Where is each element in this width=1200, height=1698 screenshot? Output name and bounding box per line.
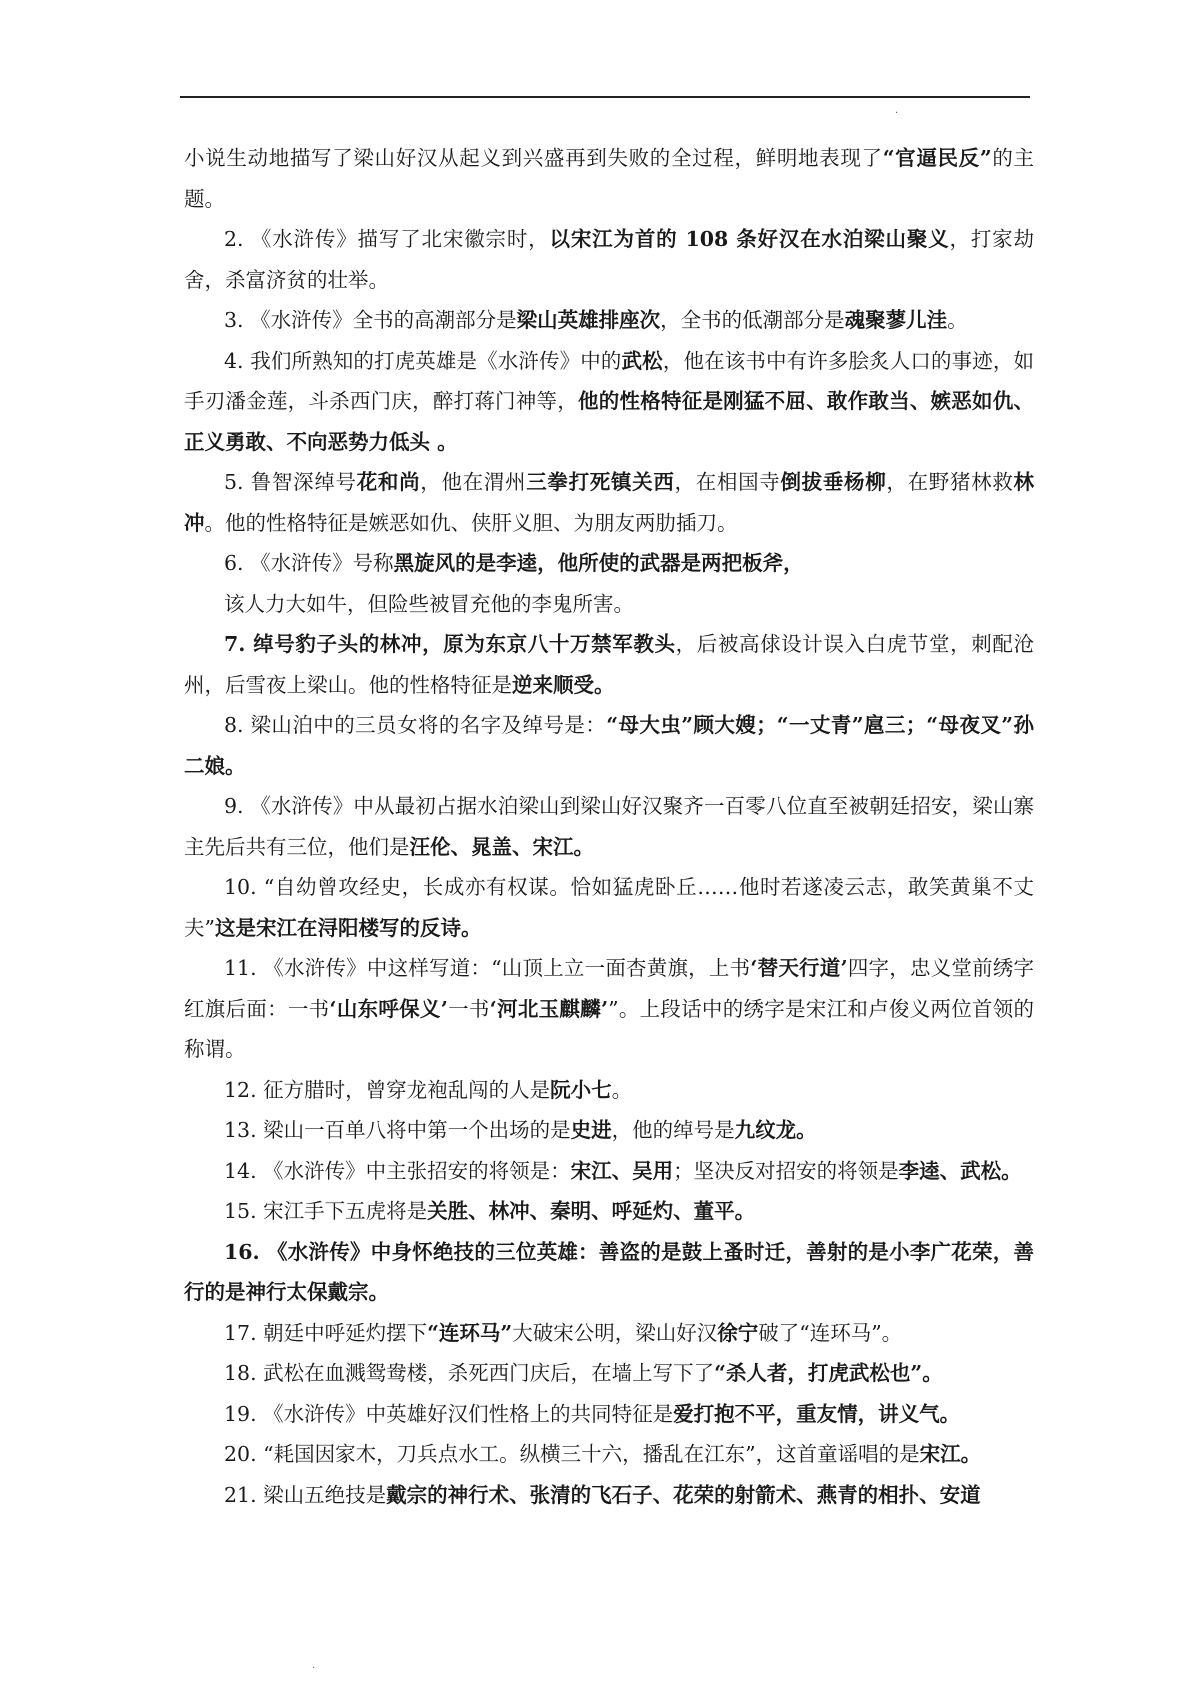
paragraph-p2 xyxy=(184,219,1034,300)
bold-text: “官逼民反” xyxy=(882,146,992,170)
paragraph-p21 xyxy=(184,1475,1034,1516)
bold-text: 这是宋江在浔阳楼写的反诗。 xyxy=(214,915,482,940)
paragraph-p20 xyxy=(184,1434,1034,1475)
bold-text: 魂聚蓼儿洼 xyxy=(844,308,948,332)
text: 13. 梁山一百单八将中第一个出场的是 xyxy=(224,1118,571,1142)
document-body xyxy=(184,138,1034,1515)
text: ，在野猪林救 xyxy=(886,470,1014,494)
text: 18. 武松在血溅鸳鸯楼，杀死西门庆后，在墙上写下了 xyxy=(224,1361,715,1385)
paragraph-p17 xyxy=(184,1313,1034,1354)
paragraph-p1 xyxy=(184,138,1034,219)
bold-text: 戴宗的神行术、张清的飞石子、花荣的射箭术、燕青的相扑、安道 xyxy=(386,1482,981,1507)
text: 15. 宋江手下五虎将是 xyxy=(224,1199,428,1223)
bold-text: 史进 xyxy=(570,1118,612,1142)
text: 8. 梁山泊中的三员女将的名字及绰号是： xyxy=(224,713,607,737)
text: 17. 朝廷中呼延灼摆下 xyxy=(224,1320,428,1345)
bold-text: “连环马” xyxy=(427,1320,513,1345)
text: 9. 《水浒传》中从最初占据水泊梁山到梁山好汉聚齐一百零八位直至被朝廷招安，梁山寨主先后共有三位，他们是 xyxy=(184,794,1034,859)
bold-text: 阮小七 xyxy=(550,1077,612,1102)
text: 四字，忠义堂前绣字红旗后面：一书 xyxy=(184,956,1034,1021)
bold-text: 宋江。 xyxy=(919,1442,982,1466)
paragraph-p11 xyxy=(184,948,1034,1070)
text: ，他在该书中有许多脍炙人口的事迹，如手刃潘金莲，斗杀西门庆，醉打蒋门神等， xyxy=(184,348,1035,413)
bold-text: 九纹龙。 xyxy=(734,1118,817,1142)
paragraph-p14 xyxy=(184,1151,1034,1192)
footer-dot: . xyxy=(312,1660,316,1671)
paragraph-p9 xyxy=(184,786,1034,867)
paragraph-p16 xyxy=(184,1232,1034,1313)
bold-text: 李逵、武松。 xyxy=(898,1158,1022,1183)
text: 6. 《水浒传》号称 xyxy=(224,551,394,575)
bold-text: 武松 xyxy=(621,348,663,373)
text: 3. 《水浒传》全书的高潮部分是 xyxy=(224,308,517,332)
text: ，打家劫舍，杀富济贫的壮举。 xyxy=(184,227,1035,292)
paragraph-p12 xyxy=(184,1070,1034,1111)
bold-text: 倒拔垂杨柳 xyxy=(780,470,887,494)
text: 21. 梁山五绝技是 xyxy=(224,1482,387,1507)
bold-text: 花和尚 xyxy=(356,470,421,494)
bold-text: 以宋江为首的 108 条好汉在水泊梁山聚义 xyxy=(549,227,950,251)
paragraph-p6b xyxy=(184,584,1034,625)
bold-text: 徐宁 xyxy=(717,1320,759,1345)
bold-text: 宋江、吴用 xyxy=(570,1158,674,1183)
text: 14. 《水浒传》中主张招安的将领是： xyxy=(224,1158,571,1183)
paragraph-p10 xyxy=(184,867,1034,948)
bold-text: 三拳打死镇关西 xyxy=(526,470,675,494)
text: ，后被高俅设计误入白虎节堂，刺配沧州，后雪夜上梁山。他的性格特征是 xyxy=(184,632,1035,697)
text: 一书 xyxy=(447,996,490,1021)
text: 大破宋公明，梁山好汉 xyxy=(512,1320,718,1345)
text: ，他在渭州 xyxy=(420,470,527,494)
bold-text: ‘河北玉麒麟’ xyxy=(489,996,609,1021)
header-rule xyxy=(180,96,1030,98)
text: 12. 征方腊时，曾穿龙袍乱闯的人是 xyxy=(224,1077,551,1102)
bold-text: 逆来顺受。 xyxy=(512,672,615,697)
bold-text: 爱打抱不平，重友情，讲义气。 xyxy=(673,1401,961,1426)
text: ，他的绰号是 xyxy=(611,1118,735,1142)
text: 。 xyxy=(947,308,968,332)
text: 5. 鲁智深绰号 xyxy=(224,470,357,494)
paragraph-p18 xyxy=(184,1353,1034,1394)
paragraph-p19 xyxy=(184,1394,1034,1435)
text: 2. 《水浒传》描写了北宋徽宗时， xyxy=(224,227,550,251)
text: 。 xyxy=(611,1077,633,1102)
bold-text: 关胜、林冲、秦明、呼延灼、董平。 xyxy=(427,1199,756,1223)
text: ”。上段话中的绣字是宋江和卢俊义两位首领的称谓。 xyxy=(184,996,1035,1061)
paragraph-p7 xyxy=(184,624,1034,705)
bold-text: ‘山东呼保义’ xyxy=(329,996,448,1021)
text: 小说生动地描写了梁山好汉从起义到兴盛再到失败的全过程，鲜明地表现了 xyxy=(184,146,883,170)
text: 4. 我们所熟知的打虎英雄是《水浒传》中的 xyxy=(224,348,622,373)
paragraph-p4 xyxy=(184,341,1034,463)
text: 的主题。 xyxy=(184,146,1035,211)
text: 19. 《水浒传》中英雄好汉们性格上的共同特征是 xyxy=(224,1401,674,1426)
text: ，全书的低潮部分是 xyxy=(660,308,845,332)
paragraph-p13 xyxy=(184,1110,1034,1151)
paragraph-p8 xyxy=(184,705,1034,786)
bold-text: “杀人者，打虎武松也”。 xyxy=(714,1361,943,1385)
text: 破了“连环马”。 xyxy=(758,1320,903,1345)
bold-text: 黑旋风的是李逵，他所使的武器是两把板斧， xyxy=(393,551,804,575)
bold-text: 16. 《水浒传》中身怀绝技的三位英雄：善盗的是鼓上蚤时迁，善射的是小李广花荣，善行的是神行太保戴宗。 xyxy=(184,1239,1034,1304)
bold-text: 7. 绰号豹子头的林冲，原为东京八十万禁军教头 xyxy=(224,632,676,656)
header-dot: · xyxy=(895,108,899,119)
paragraph-p5 xyxy=(184,462,1034,543)
text: 10. “自幼曾攻经史，长成亦有权谋。恰如猛虎卧丘……他时若遂凌云志，敢笑黄巢不丈夫” xyxy=(184,875,1034,940)
bold-text: ‘替天行道’ xyxy=(750,956,848,980)
bold-text: 汪伦、晁盖、宋江。 xyxy=(409,834,594,859)
bold-text: “母大虫”顾大嫂；“一丈青”扈三；“母夜叉”孙二娘。 xyxy=(184,713,1035,778)
bold-text: 梁山英雄排座次 xyxy=(516,308,661,332)
text: 11. 《水浒传》中这样写道：“山顶上立一面杏黄旗，上书 xyxy=(224,956,751,980)
paragraph-p3 xyxy=(184,300,1034,341)
text: ；坚决反对招安的将领是 xyxy=(673,1158,899,1183)
text: ，在相国寺 xyxy=(674,470,781,494)
text: 20. “耗国因家木，刀兵点水工。纵横三十六，播乱在江东”，这首童谣唱的是 xyxy=(224,1442,920,1466)
text: 。他的性格特征是嫉恶如仇、侠肝义胆、为朋友两肋插刀。 xyxy=(204,510,738,535)
bold-text: 他的性格特征是刚猛不屈、敢作敢当、嫉恶如仇、正义勇敢、不向恶势力低头 。 xyxy=(184,389,1035,454)
bold-text: 林冲 xyxy=(184,470,1035,535)
text: 该人力大如牛，但险些被冒充他的李鬼所害。 xyxy=(224,591,634,616)
paragraph-p15 xyxy=(184,1191,1034,1232)
paragraph-p6 xyxy=(184,543,1034,584)
